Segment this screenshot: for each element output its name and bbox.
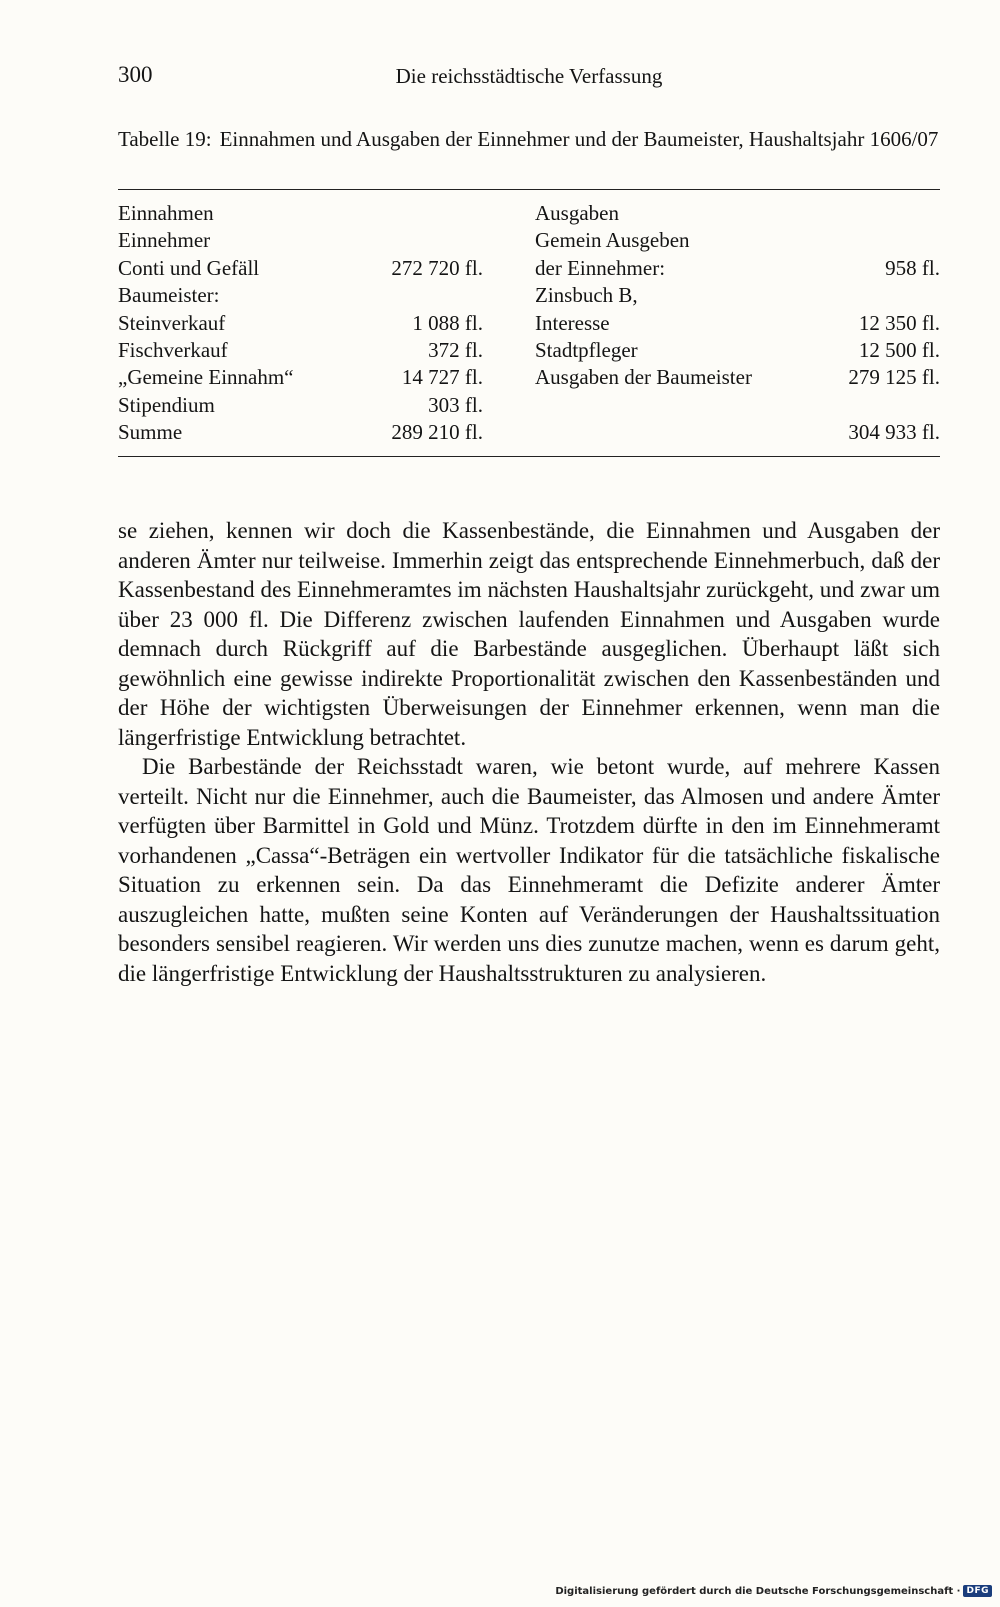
table-row xyxy=(118,365,940,392)
running-head: Die reichsstädtische Verfassung xyxy=(395,64,663,88)
paragraph: Die Barbestände der Reichsstadt waren, wie betont wurde, auf mehrere Kassen verteilt. Nicht nur die Einnehmer, auch die Baumeister, das Almosen und andere Ämter verfügten über Barmittel in Gold und Münz. Trotzdem dürfte in den im Einnehmeramt vorhandenen „Cassa“-Beträgen ein wertvoller Indikator für die tatsächliche fiskalische Situation zu erkennen sein. Da das Einnehmeramt die Defizite anderer Ämter auszugleichen hatte, mußten seine Konten auf Veränderungen der Haushaltssituation besonders sensibel reagieren. Wir werden uns dies zunutze machen, wenn es darum geht, die längerfristige Entwicklung der Haushaltsstrukturen zu analysieren. xyxy=(118,754,940,986)
expense-value: 304 933 fl. xyxy=(848,420,940,445)
expense-label: Gemein Ausgeben xyxy=(535,228,690,253)
table-row xyxy=(118,311,940,338)
expense-label: Interesse xyxy=(535,310,610,335)
table-row xyxy=(118,256,940,283)
expense-label: Ausgaben xyxy=(535,201,619,225)
expense-label: der Einnehmer: xyxy=(535,255,666,280)
expense-label: Zinsbuch B, xyxy=(535,283,638,308)
paragraph: se ziehen, kennen wir doch die Kassenbestände, die Einnahmen und Ausgaben der anderen Ämter nur teilweise. Immerhin zeigt das entsprechende Einnehmerbuch, daß der Kassenbestand des Einnehmeramtes im nächsten Haushaltsjahr zurückgeht, und zwar um über 23 000 fl. Die Differenz zwischen laufenden Einnahmen und Ausgaben wurde demnach durch Rückgriff auf die Barbestände ausgeglichen. Überhaupt läßt sich gewöhnlich eine gewisse indirekte Proportionalität zwischen den Kassenbeständen und der Höhe der wichtigsten Überweisungen der Einnehmer erkennen, wenn man die längerfristige Entwicklung betrachtet. xyxy=(118,518,940,750)
table-caption xyxy=(118,126,940,153)
income-label: Steinverkauf xyxy=(118,310,226,335)
income-label: Summe xyxy=(118,420,183,445)
income-value: 289 210 fl. xyxy=(391,420,483,445)
income-label: Baumeister: xyxy=(118,283,220,308)
income-label: Fischverkauf xyxy=(118,337,228,362)
income-label: „Gemeine Einnahm“ xyxy=(118,365,294,390)
expense-value: 12 500 fl. xyxy=(858,337,940,362)
finance-table xyxy=(118,201,940,448)
body-text xyxy=(118,516,940,988)
table-row xyxy=(118,393,940,420)
expense-value: 279 125 fl. xyxy=(848,365,940,390)
table-bottom-rule xyxy=(118,456,940,457)
page-number: 300 xyxy=(118,62,153,87)
expense-value: 12 350 fl. xyxy=(858,310,940,335)
table-row xyxy=(118,283,940,310)
dfg-logo-icon: DFG xyxy=(963,1585,992,1597)
income-label: Einnahmen xyxy=(118,201,214,225)
table-top-rule xyxy=(118,189,940,190)
income-label: Stipendium xyxy=(118,392,215,417)
income-label: Conti und Gefäll xyxy=(118,255,260,280)
income-label: Einnehmer xyxy=(118,228,211,253)
income-value: 303 fl. xyxy=(428,392,483,417)
table-caption-title: Einnahmen und Ausgaben der Einnehmer und der Baumeister, Haushaltsjahr 1606/07 xyxy=(219,127,939,151)
expense-value: 958 fl. xyxy=(885,255,940,280)
income-value: 372 fl. xyxy=(428,337,483,362)
digitization-credit xyxy=(555,1585,992,1597)
table-row-total xyxy=(118,420,940,447)
income-value: 272 720 fl. xyxy=(391,255,483,280)
page-header xyxy=(118,62,940,96)
table-row xyxy=(118,338,940,365)
income-value: 14 727 fl. xyxy=(401,365,483,390)
table-caption-label: Tabelle 19: xyxy=(118,127,212,151)
income-value: 1 088 fl. xyxy=(412,310,483,335)
table-row xyxy=(118,228,940,255)
expense-label: Ausgaben der Baumeister xyxy=(535,365,752,390)
expense-label: Stadtpfleger xyxy=(535,337,638,362)
table-row xyxy=(118,201,940,228)
credit-text: Digitalisierung gefördert durch die Deutsche Forschungsgemeinschaft · xyxy=(555,1585,961,1597)
